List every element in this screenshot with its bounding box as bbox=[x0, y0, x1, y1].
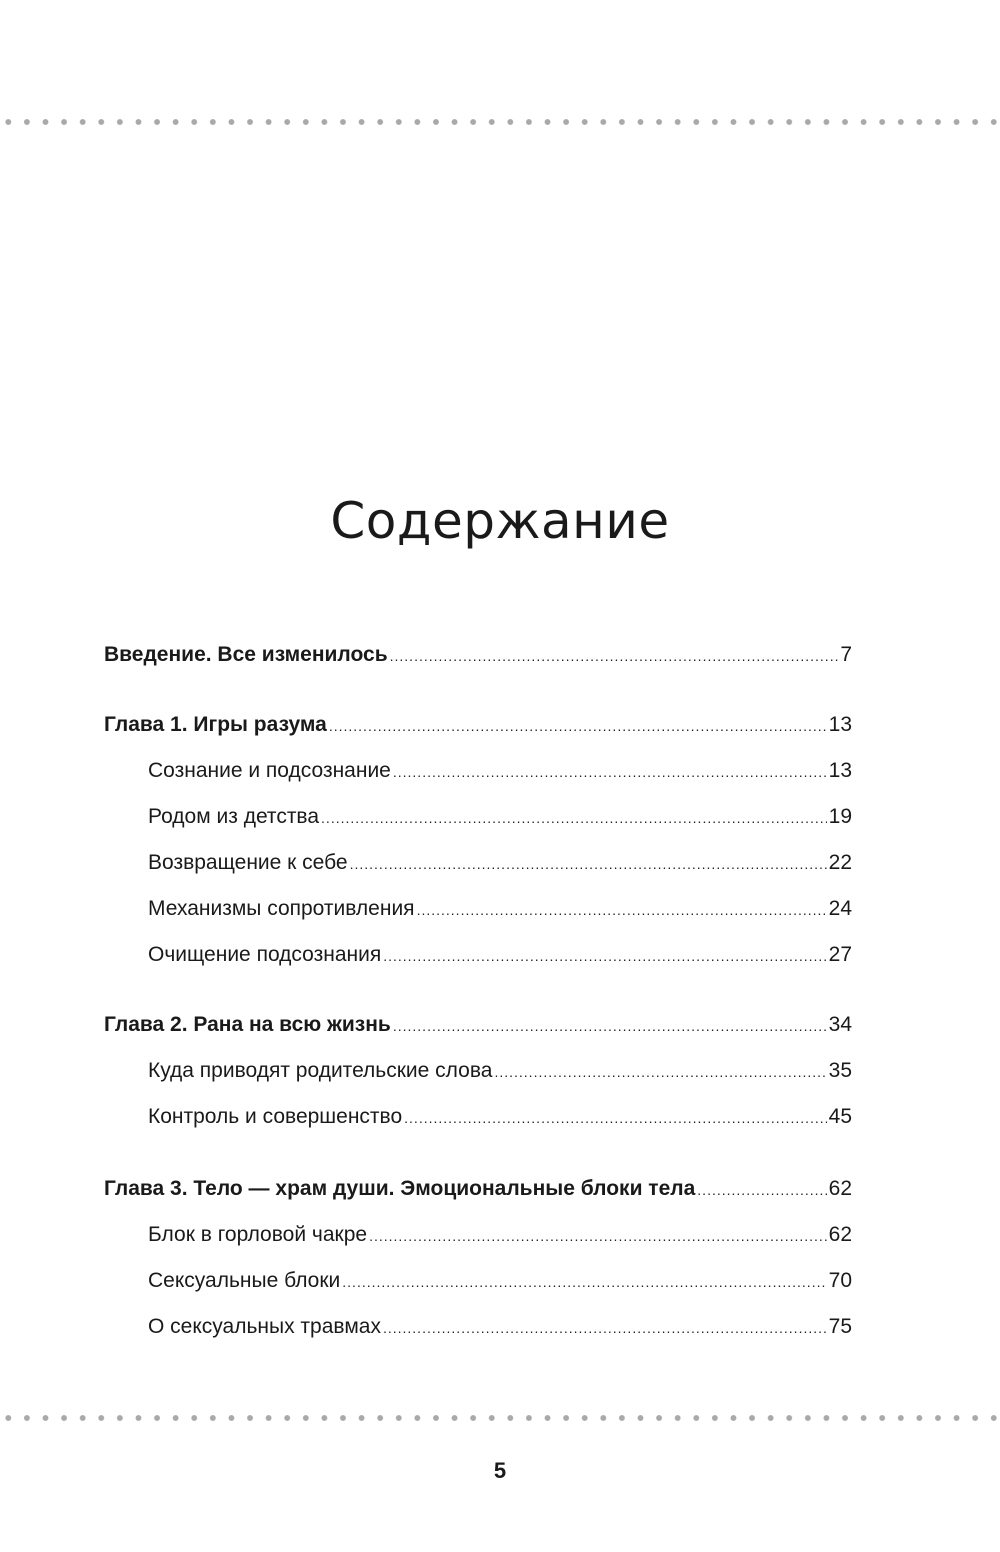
entry-page-number: 62 bbox=[828, 1223, 852, 1246]
toc-section-entry bbox=[148, 805, 852, 835]
entry-title: Глава 1. Игры разума bbox=[104, 713, 327, 736]
entry-page-number: 62 bbox=[828, 1177, 852, 1200]
entry-title: Куда приводят родительские слова bbox=[148, 1059, 493, 1082]
page-title: Содержание bbox=[330, 491, 670, 550]
entry-page-number: 27 bbox=[828, 943, 852, 966]
entry-page-number: 19 bbox=[828, 805, 852, 828]
toc-chapter-entry bbox=[104, 1177, 852, 1207]
dot-leader bbox=[321, 810, 827, 826]
entry-title: Механизмы сопротивления bbox=[148, 897, 415, 920]
entry-page-number: 24 bbox=[828, 897, 852, 920]
dot-leader bbox=[390, 648, 839, 664]
page-number: 5 bbox=[493, 1458, 507, 1483]
entry-title: Очищение подсознания bbox=[148, 943, 382, 966]
dot-leader bbox=[342, 1274, 826, 1290]
entry-title: Контроль и совершенство bbox=[148, 1105, 403, 1128]
dot-leader bbox=[404, 1110, 826, 1126]
entry-page-number: 7 bbox=[840, 643, 852, 666]
toc-section-entry bbox=[148, 1105, 852, 1135]
dot-leader bbox=[417, 902, 827, 918]
entry-title: Глава 2. Рана на всю жизнь bbox=[104, 1013, 391, 1036]
dot-leader bbox=[329, 718, 827, 734]
entry-title: О сексуальных травмах bbox=[148, 1315, 381, 1338]
dot-leader bbox=[393, 764, 827, 780]
toc-section-entry bbox=[148, 1315, 852, 1345]
toc-section-entry bbox=[148, 1223, 852, 1253]
entry-page-number: 13 bbox=[828, 759, 852, 782]
toc-section-entry bbox=[148, 1059, 852, 1089]
entry-title: Глава 3. Тело — храм души. Эмоциональные блоки тела bbox=[104, 1177, 696, 1200]
dot-leader bbox=[393, 1018, 827, 1034]
entry-page-number: 75 bbox=[828, 1315, 852, 1338]
entry-page-number: 70 bbox=[828, 1269, 852, 1292]
toc-chapter-entry bbox=[104, 713, 852, 743]
entry-title: Сексуальные блоки bbox=[148, 1269, 341, 1292]
dot-leader bbox=[369, 1228, 827, 1244]
entry-title: Блок в горловой чакре bbox=[148, 1223, 368, 1246]
entry-page-number: 35 bbox=[828, 1059, 852, 1082]
dot-leader bbox=[350, 856, 827, 872]
toc-chapter-entry bbox=[104, 1013, 852, 1043]
entry-page-number: 34 bbox=[828, 1013, 852, 1036]
toc-section-entry bbox=[148, 851, 852, 881]
toc-chapter-entry bbox=[104, 643, 852, 673]
toc-section-entry bbox=[148, 897, 852, 927]
dotted-divider-top bbox=[0, 118, 1000, 126]
dot-leader bbox=[383, 1320, 827, 1336]
entry-title: Сознание и подсознание bbox=[148, 759, 391, 782]
toc-section-entry bbox=[148, 943, 852, 973]
toc-section-entry bbox=[148, 759, 852, 789]
entry-title: Введение. Все изменилось bbox=[104, 643, 388, 666]
entry-title: Возвращение к себе bbox=[148, 851, 348, 874]
toc-section-entry bbox=[148, 1269, 852, 1299]
entry-page-number: 45 bbox=[828, 1105, 852, 1128]
dot-leader bbox=[383, 948, 826, 964]
dotted-divider-bottom bbox=[0, 1414, 1000, 1422]
entry-page-number: 13 bbox=[828, 713, 852, 736]
entry-title: Родом из детства bbox=[148, 805, 320, 828]
dot-leader bbox=[697, 1182, 826, 1198]
dot-leader bbox=[494, 1064, 826, 1080]
entry-page-number: 22 bbox=[828, 851, 852, 874]
